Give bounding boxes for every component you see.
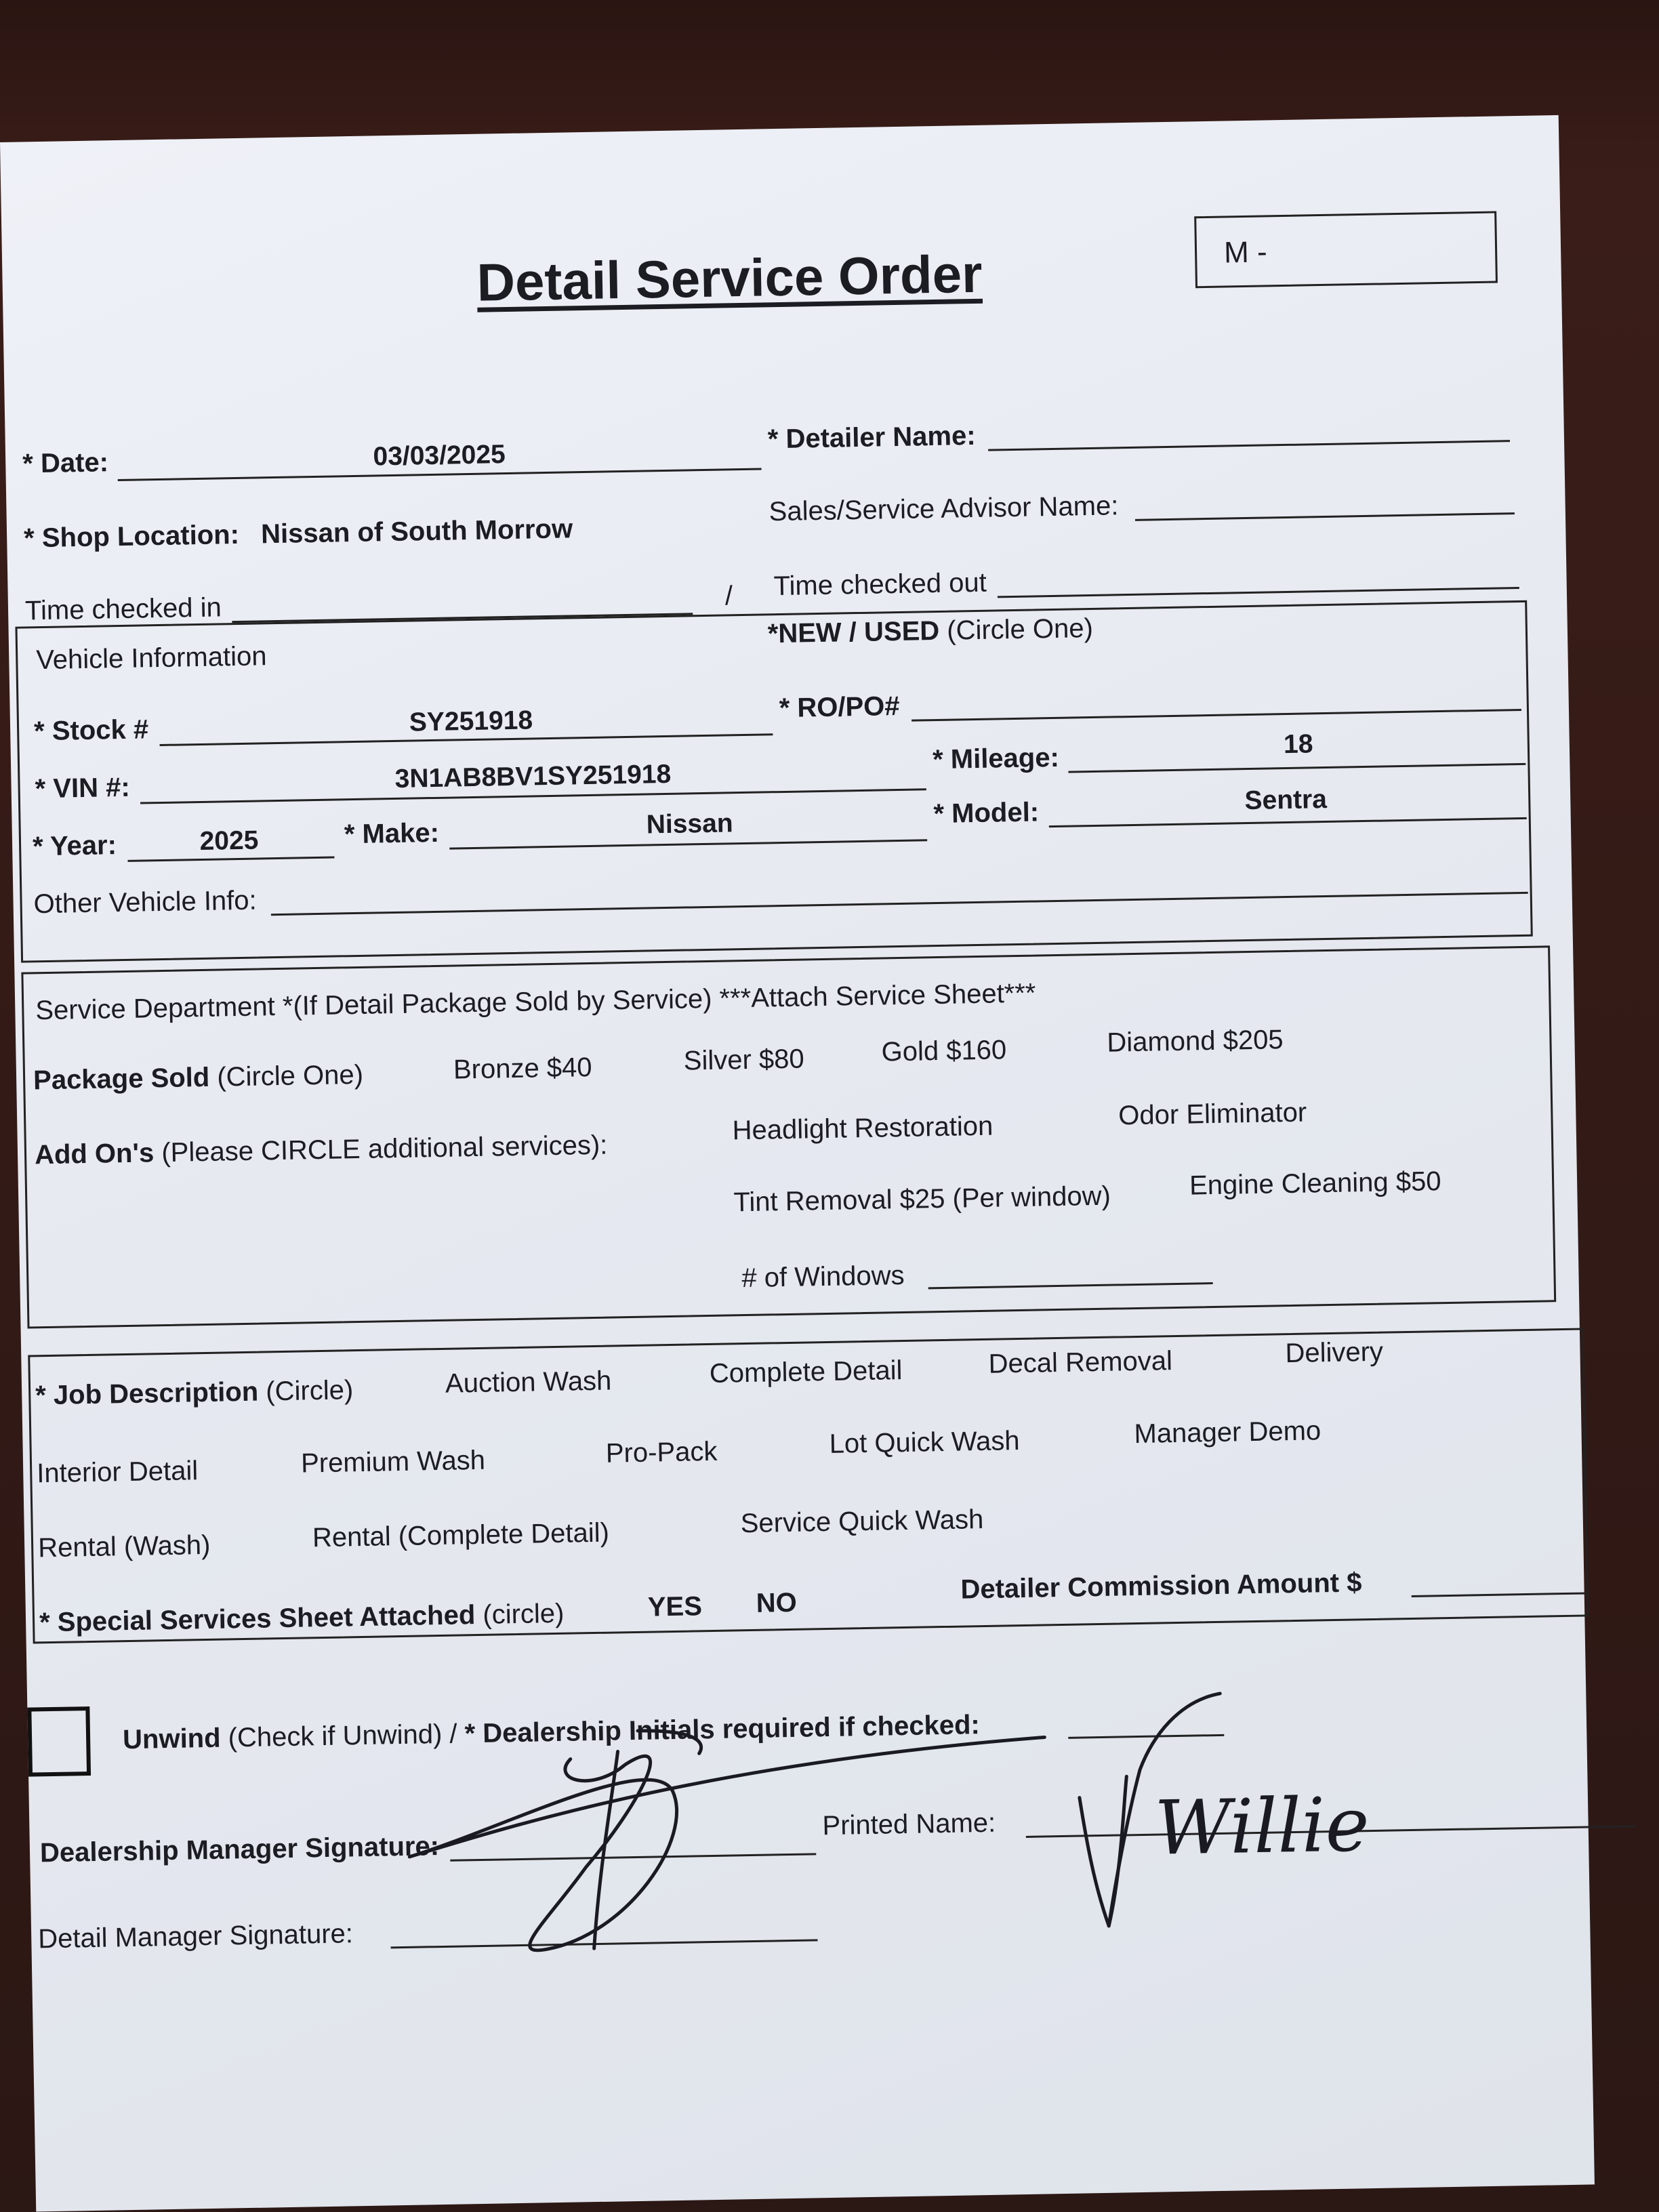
model-value[interactable]: Sentra: [1244, 784, 1328, 816]
job-decal-removal[interactable]: Decal Removal: [988, 1346, 1173, 1379]
date-label: * Date:: [22, 447, 109, 479]
addon-headlight-restoration[interactable]: Headlight Restoration: [732, 1111, 994, 1146]
dealership-manager-signature-label: Dealership Manager Signature:: [39, 1831, 440, 1868]
vehicle-info-header: Vehicle Information: [35, 641, 267, 676]
handwritten-signatures: [0, 115, 1595, 2212]
job-pro-pack[interactable]: Pro-Pack: [605, 1436, 718, 1469]
mileage-label: * Mileage:: [932, 742, 1060, 775]
unwind-note: (Check if Unwind) /: [228, 1719, 457, 1753]
year-value[interactable]: 2025: [199, 825, 259, 857]
advisor-name-label: Sales/Service Advisor Name:: [769, 491, 1119, 527]
unwind-bold: Unwind: [122, 1723, 221, 1755]
job-interior-detail[interactable]: Interior Detail: [36, 1456, 199, 1489]
job-rental-complete-detail[interactable]: Rental (Complete Detail): [312, 1517, 610, 1553]
ro-po-label: * RO/PO#: [779, 691, 900, 724]
other-vehicle-info-label: Other Vehicle Info:: [33, 885, 258, 920]
stock-value[interactable]: SY251918: [409, 705, 533, 737]
vin-label: * VIN #:: [35, 772, 131, 804]
addon-odor-eliminator[interactable]: Odor Eliminator: [1118, 1097, 1307, 1131]
service-department-header: Service Department *(If Detail Package Sold by Service) ***Attach Service Sheet***: [35, 978, 1036, 1026]
job-service-quick-wash[interactable]: Service Quick Wash: [740, 1504, 984, 1539]
make-label: * Make:: [344, 817, 440, 850]
addon-tint-removal[interactable]: Tint Removal $25 (Per window): [733, 1181, 1111, 1218]
stock-label: * Stock #: [33, 714, 149, 747]
commission-amount-label: Detailer Commission Amount $: [960, 1568, 1362, 1605]
time-out-label: Time checked out: [773, 567, 987, 602]
detailer-name-label: * Detailer Name:: [767, 420, 976, 455]
package-sold-note: (Circle One): [216, 1059, 364, 1092]
package-diamond[interactable]: Diamond $205: [1107, 1025, 1284, 1058]
job-complete-detail[interactable]: Complete Detail: [709, 1355, 903, 1389]
page-title: Detail Service Order: [476, 243, 983, 312]
package-gold[interactable]: Gold $160: [881, 1035, 1007, 1067]
new-used-note: (Circle One): [946, 613, 1094, 646]
job-delivery[interactable]: Delivery: [1285, 1336, 1384, 1369]
service-order-paper: [0, 115, 1595, 2212]
date-value[interactable]: 03/03/2025: [373, 440, 506, 472]
job-lot-quick-wash[interactable]: Lot Quick Wash: [829, 1426, 1020, 1459]
job-description-note: (Circle): [265, 1375, 354, 1407]
addons-note: (Please CIRCLE additional services):: [161, 1130, 608, 1168]
package-silver[interactable]: Silver $80: [683, 1044, 805, 1076]
model-label: * Model:: [933, 797, 1040, 830]
slash-separator: /: [724, 581, 733, 611]
make-value[interactable]: Nissan: [646, 808, 734, 840]
addon-engine-cleaning[interactable]: Engine Cleaning $50: [1189, 1166, 1441, 1201]
shop-location-label: * Shop Location:: [23, 519, 240, 554]
new-used-label: *NEW / USED: [767, 615, 940, 649]
time-in-label: Time checked in: [24, 592, 222, 626]
shop-location-value[interactable]: Nissan of South Morrow: [260, 514, 573, 550]
windows-count-label: # of Windows: [741, 1260, 905, 1294]
year-label: * Year:: [32, 830, 117, 862]
mileage-value[interactable]: 18: [1283, 729, 1313, 760]
package-sold-bold: Package Sold: [33, 1062, 210, 1096]
special-services-note: (circle): [483, 1598, 565, 1630]
order-number-label: M -: [1223, 235, 1268, 270]
printed-name-handwriting: Willie: [1153, 1781, 1370, 1872]
package-bronze[interactable]: Bronze $40: [453, 1052, 592, 1085]
job-description-bold: * Job Description: [35, 1376, 259, 1411]
printed-name-label: Printed Name:: [822, 1807, 996, 1841]
special-services-yes[interactable]: YES: [647, 1591, 703, 1622]
job-auction-wash[interactable]: Auction Wash: [445, 1366, 612, 1399]
special-services-no[interactable]: NO: [756, 1587, 798, 1618]
dealership-initials-label: * Dealership Initials required if checked:: [464, 1710, 981, 1749]
special-services-bold: * Special Services Sheet Attached: [39, 1600, 476, 1638]
vin-value[interactable]: 3N1AB8BV1SY251918: [394, 759, 672, 794]
job-premium-wash[interactable]: Premium Wash: [300, 1445, 486, 1479]
addons-bold: Add On's: [34, 1138, 155, 1170]
job-manager-demo[interactable]: Manager Demo: [1134, 1416, 1322, 1450]
job-rental-wash[interactable]: Rental (Wash): [37, 1530, 211, 1563]
detail-manager-signature-label: Detail Manager Signature:: [37, 1919, 354, 1954]
